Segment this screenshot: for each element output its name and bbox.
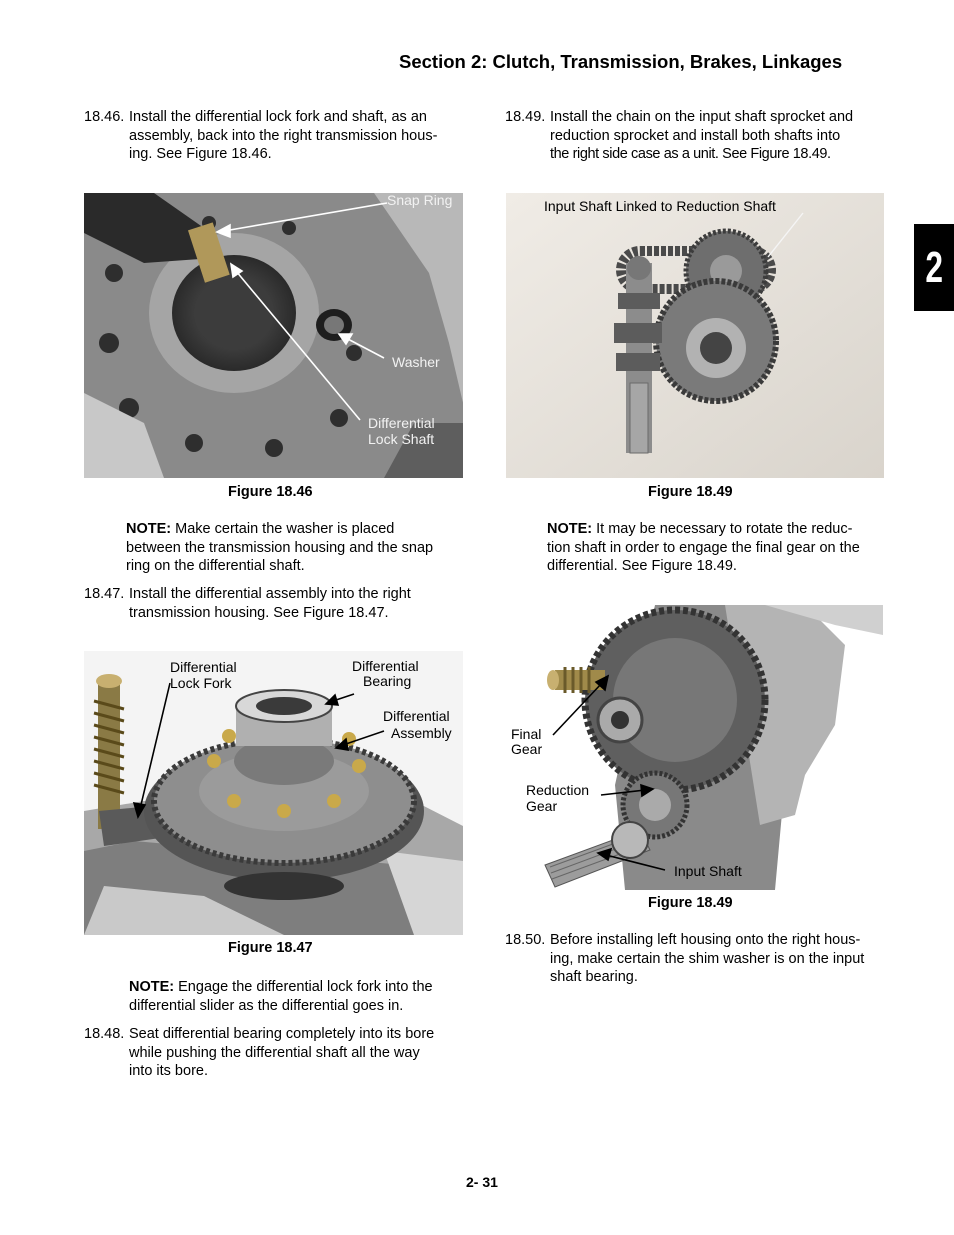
label-input-shaft: Input Shaft [674, 863, 742, 879]
step-18-48 [84, 1025, 484, 1083]
step-number: 18.50. [505, 932, 546, 948]
label-gear-2: Gear [526, 798, 558, 814]
note-label: NOTE: [129, 979, 175, 995]
note-label: NOTE: [126, 521, 172, 537]
figure-caption: Figure 18.47 [228, 940, 313, 956]
label-lock-fork: Lock Fork [170, 675, 232, 691]
note-line: ring on the differential shaft. [126, 558, 305, 574]
figure-18-46-photo [84, 193, 463, 478]
label-final: Final [511, 726, 542, 742]
note-lock-fork [129, 978, 489, 1015]
step-18-47 [84, 585, 484, 625]
step-line: the right side case as a unit. See Figure 18.49. [550, 146, 831, 162]
figure-caption: Figure 18.46 [228, 484, 313, 500]
note-line: differential slider as the differential goes in. [129, 997, 404, 1014]
section-tab: 2 [914, 224, 954, 311]
label-gear: Gear [511, 741, 543, 757]
step-line: into its bore. [129, 1063, 208, 1079]
label-reduction: Reduction [526, 782, 590, 798]
step-18-46 [84, 108, 484, 166]
step-number: 18.46. [84, 109, 125, 125]
step-number: 18.47. [84, 586, 125, 602]
step-line: Install the chain on the input shaft sprocket and [550, 109, 854, 125]
label-input-shaft-linked: Input Shaft Linked to Reduction Shaft [544, 198, 776, 214]
label-snap-ring: Snap Ring [387, 193, 453, 208]
label-differential-3: Differential [383, 708, 450, 724]
step-line: Seat differential bearing completely into its bore [129, 1026, 435, 1042]
figure-18-47-photo [84, 651, 463, 935]
note-line: Engage the differential lock fork into the [174, 979, 433, 995]
note-washer [126, 520, 486, 576]
label-washer: Washer [392, 354, 440, 370]
figure-18-49-bottom-photo [505, 605, 883, 890]
step-line: while pushing the differential shaft all the way [129, 1044, 420, 1061]
step-18-50 [505, 931, 905, 989]
step-line: shaft bearing. [550, 969, 638, 985]
step-line: transmission housing. See Figure 18.47. [129, 604, 389, 621]
step-18-49 [505, 108, 905, 166]
step-line: ing. See Figure 18.46. [129, 146, 272, 162]
step-line: ing, make certain the shim washer is on the input [550, 950, 865, 967]
label-differential: Differential [368, 415, 435, 431]
step-number: 18.49. [505, 109, 546, 125]
label-assembly: Assembly [391, 725, 452, 741]
figure-caption: Figure 18.49 [648, 895, 733, 911]
step-number: 18.48. [84, 1026, 125, 1042]
figure-caption: Figure 18.49 [648, 484, 733, 500]
note-line: between the transmission housing and the snap [126, 539, 434, 556]
label-differential-2: Differential [352, 658, 419, 674]
step-line: Install the differential assembly into the right [129, 586, 411, 602]
label-bearing: Bearing [363, 673, 412, 689]
note-line: Make certain the washer is placed [171, 521, 395, 537]
step-line: Install the differential lock fork and shaft, as an [129, 109, 427, 125]
page-number: 2- 31 [466, 1174, 498, 1190]
figure-18-49-top-photo [506, 193, 884, 478]
section-title: Section 2: Clutch, Transmission, Brakes, Linkages [399, 51, 843, 72]
note-label: NOTE: [547, 521, 593, 537]
step-line: assembly, back into the right transmission hous- [129, 127, 438, 144]
label-lock-shaft: Lock Shaft [368, 431, 435, 447]
note-reduction-shaft [547, 520, 907, 576]
step-line: reduction sprocket and install both shafts into [550, 127, 841, 144]
step-line: Before installing left housing onto the right hous- [550, 932, 861, 948]
note-line: tion shaft in order to engage the final gear on the [547, 539, 860, 556]
label-differential-1: Differential [170, 659, 237, 675]
note-line: differential. See Figure 18.49. [547, 558, 737, 574]
note-line: It may be necessary to rotate the reduc- [592, 521, 853, 537]
